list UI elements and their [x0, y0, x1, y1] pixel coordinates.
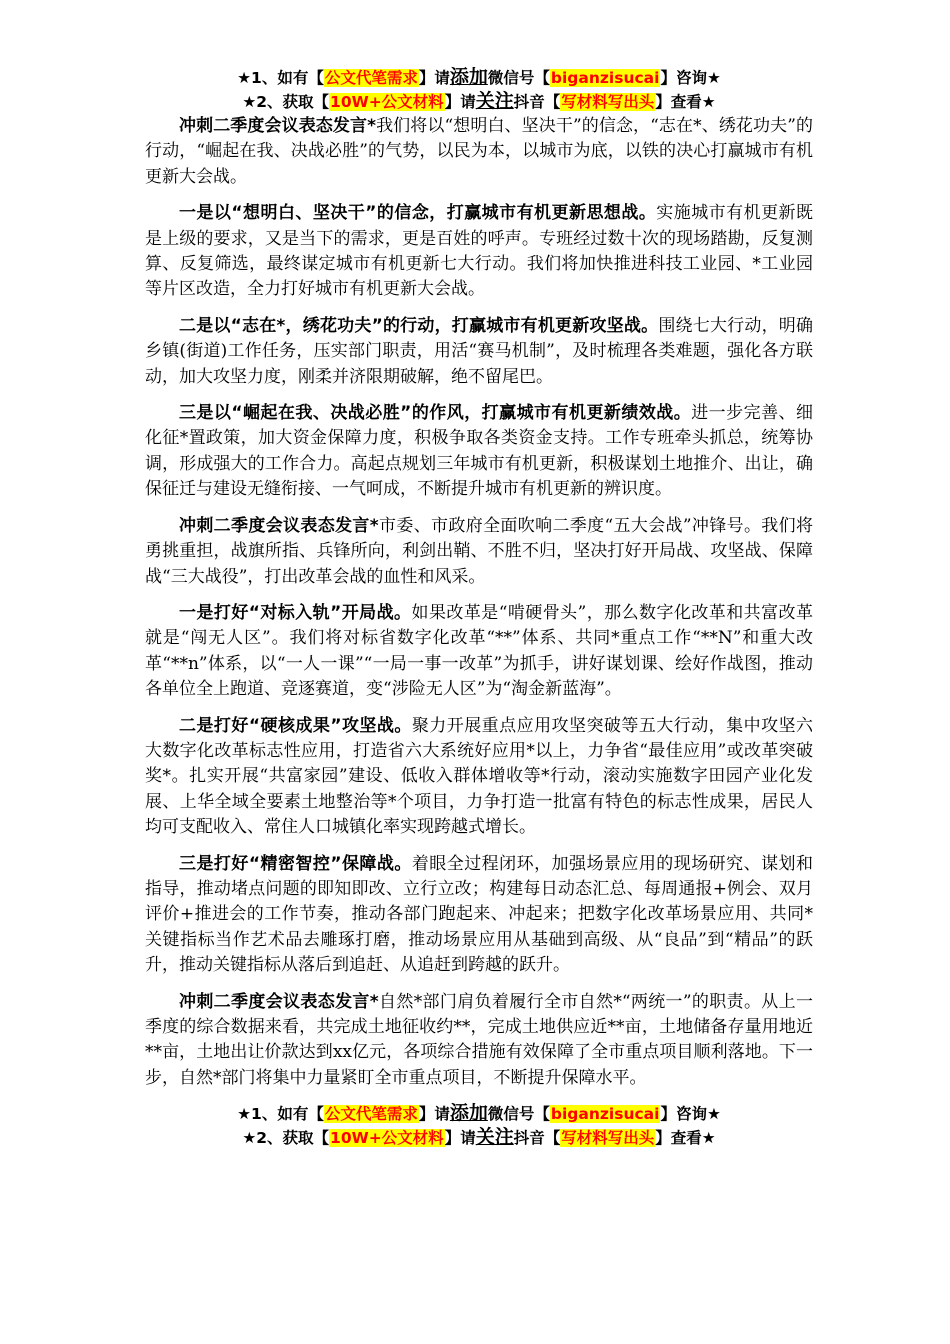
paragraph-body: 实施城市有机更新既是上级的要求，又是当下的需求，更是百姓的呼声。专班经过数十次的现场踏勘，反复测算、反复筛选，最终谋定城市有机更新七大行动。我们将加快推进科技工业园、*工业园等片区改造，全力打好城市有机更新大会战。	[145, 203, 813, 300]
paragraph-heading: 三是打好“精密智控”保障战。	[179, 853, 412, 874]
ad-text: 】请	[418, 1105, 450, 1124]
ad-text: 】咨询★	[660, 1105, 721, 1124]
ad-highlight: 写材料写出头	[561, 1129, 655, 1148]
ad-line-1-bottom	[145, 1102, 813, 1126]
ad-text: 微信号【	[487, 69, 550, 87]
ad-highlight: biganzisucai	[550, 1105, 660, 1124]
ad-text: 】咨询★	[660, 69, 721, 87]
document-page	[145, 66, 813, 1150]
ad-highlight: 10W+公文材料	[330, 1129, 444, 1148]
paragraph-heading: 冲刺二季度会议表态发言*	[179, 991, 379, 1012]
paragraph-heading: 冲刺二季度会议表态发言*	[179, 515, 379, 536]
ad-text: ★1、如有【	[237, 1105, 324, 1124]
paragraph-body: 我们将以“想明白、坚决干”的信念，“志在*、绣花功夫”的行动，“崛起在我、决战必胜”的气势，以民为本，以城市为底，以铁的决心打赢城市有机更新大会战。	[145, 116, 814, 187]
ad-text: 抖音【	[513, 1129, 561, 1148]
ad-line-2-bottom	[145, 1126, 813, 1150]
paragraph	[145, 201, 813, 303]
ad-emphasis: 关注	[475, 90, 514, 112]
paragraph-body: 聚力开展重点应用攻坚突破等五大行动，集中攻坚六大数字化改革标志性应用，打造省六大系统好应用*以上，力争省“最佳应用”或改革突破奖*。扎实开展“共富家园”建设、低收入群体增收等*行动，滚动实施数字田园产业化发展、上华全域全要素土地整治等*个项目，力争打造一批富有特色的标志性成果，居民人均可支配收入、常住人口城镇化率实现跨越式增长。	[145, 715, 813, 838]
paragraph	[145, 990, 813, 1092]
paragraph	[145, 714, 813, 841]
paragraph-body: 进一步完善、细化征*置政策，加大资金保障力度，积极争取各类资金支持。工作专班牵头抓总，统筹协调，形成强大的工作合力。高起点规划三年城市有机更新，积极谋划土地推介、出让，确保征迁与建设无缝衔接、一气呵成，不断提升城市有机更新的辨识度。	[145, 403, 813, 500]
ad-highlight: biganzisucai	[550, 69, 660, 87]
ad-emphasis: 关注	[475, 1126, 514, 1149]
ad-text: 抖音【	[513, 93, 561, 111]
ad-text: 】查看★	[655, 93, 716, 111]
ad-highlight: 10W+公文材料	[330, 93, 444, 111]
paragraph	[145, 852, 813, 979]
paragraph-body: 如果改革是“啃硬骨头”，那么数字化改革和共富改革就是“闯无人区”。我们将对标省数字化改革“**”体系、共同*重点工作“**N”和重大改革“**n”体系，以“一人一课”“一局一事一改革”为抓手，讲好谋划课、绘好作战图，推动各单位全上跑道、竞逐赛道，变“涉险无人区”为“淘金新蓝海”。	[145, 602, 813, 700]
paragraph	[145, 401, 813, 503]
ad-emphasis: 添加	[449, 1102, 488, 1125]
ad-highlight: 公文代笔需求	[324, 69, 418, 87]
ad-text: ★2、获取【	[242, 93, 330, 111]
paragraph	[145, 314, 813, 390]
ad-text: ★1、如有【	[237, 69, 324, 87]
paragraph	[145, 114, 813, 190]
ad-emphasis: 添加	[449, 66, 488, 88]
paragraph-heading: 三是以“崛起在我、决战必胜”的作风，打赢城市有机更新绩效战。	[179, 403, 692, 424]
paragraph-heading: 二是打好“硬核成果”攻坚战。	[179, 715, 412, 736]
paragraph	[145, 514, 813, 590]
paragraph-heading: 冲刺二季度会议表态发言*	[179, 116, 376, 136]
ad-text: 】请	[418, 69, 450, 87]
ad-text: 】查看★	[655, 1129, 716, 1148]
paragraph-heading: 一是以“想明白、坚决干”的信念，打赢城市有机更新思想战。	[179, 203, 657, 224]
paragraph-body: 着眼全过程闭环，加强场景应用的现场研究、谋划和指导，推动堵点问题的即知即改、立行立改；构建每日动态汇总、每周通报+例会、双月评价+推进会的工作节奏，推动各部门跑起来、冲起来；把数字化改革场景应用、共同*关键指标当作艺术品去雕琢打磨，推动场景应用从基础到高级、从“良品”到“精品”的跃升，推动关键指标从落后到追赶、从追赶到跨越的跃升。	[145, 853, 813, 976]
paragraph-body: 围绕七大行动，明确乡镇(街道)工作任务，压实部门职责，用活“赛马机制”，及时梳理各类难题，强化各方联动，加大攻坚力度，刚柔并济限期破解，绝不留尾巴。	[145, 315, 813, 387]
paragraph	[145, 601, 813, 703]
ad-text: ★2、获取【	[242, 1129, 330, 1148]
paragraph-body: 市委、市政府全面吹响二季度“五大会战”冲锋号。我们将勇挑重担，战旗所指、兵锋所向，利剑出鞘、不胜不归，坚决打好开局战、攻坚战、保障战“三大战役”，打出改革会战的血性和风采。	[145, 515, 813, 587]
paragraph-body: 自然*部门肩负着履行全市自然*“两统一”的职责。从上一季度的综合数据来看，共完成土地征收约**，完成土地供应近**亩，土地储备存量用地近**亩，土地出让价款达到xx亿元，各项综合措施有效保障了全市重点项目顺利落地。下一步，自然*部门将集中力量紧盯全市重点项目，不断提升保障水平。	[145, 991, 813, 1088]
ad-text: 微信号【	[487, 1105, 550, 1124]
ad-highlight: 写材料写出头	[561, 93, 655, 111]
ad-line-2-top	[145, 90, 813, 114]
paragraph-heading: 二是以“志在*，绣花功夫”的行动，打赢城市有机更新攻坚战。	[179, 315, 659, 336]
ad-highlight: 公文代笔需求	[324, 1105, 418, 1124]
ad-line-1-top	[145, 66, 813, 90]
ad-text: 】请	[444, 1129, 476, 1148]
ad-text: 】请	[444, 93, 476, 111]
paragraph-heading: 一是打好“对标入轨”开局战。	[179, 602, 412, 623]
